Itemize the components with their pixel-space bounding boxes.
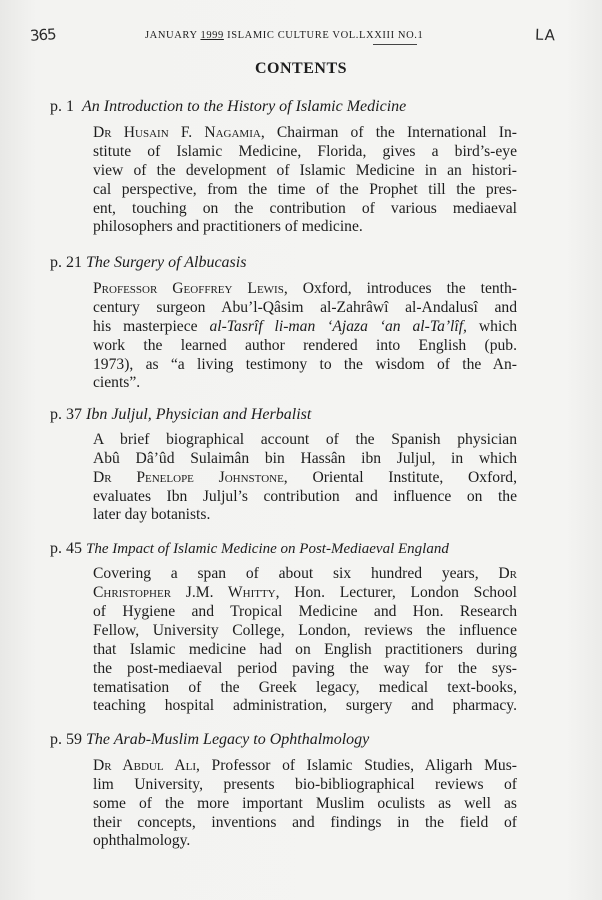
entry-page-number: p. 37 (50, 406, 82, 423)
entry-body-line: tematisation of the Greek legacy, medical text-books, (93, 679, 517, 696)
entry-body-line: the post-mediaeval period paving the way for the sys- (93, 660, 517, 677)
contents-title: CONTENTS (254, 60, 348, 77)
entry-body-line: A brief biographical account of the Spanish physician (93, 431, 517, 448)
entry-page-number: p. 45 (50, 540, 82, 557)
entry-body-line (93, 469, 517, 488)
entry-title: The Surgery of Albucasis (86, 254, 247, 271)
entry-title: The Impact of Islamic Medicine on Post-Mediaeval England (86, 541, 449, 557)
running-head-month: JANUARY (145, 30, 201, 41)
entry-title: Ibn Juljul, Physician and Herbalist (86, 406, 312, 423)
entry-body-line: their concepts, inventions and findings in the field of (93, 814, 517, 831)
book-title: al-Tasrîf li-man ‘Ajaza ‘an al-Ta’lîf, (209, 318, 467, 335)
author-name: Dr Husain F. Nagamia (93, 124, 261, 141)
entry-title: An Introduction to the History of Islamic Medicine (82, 98, 407, 115)
entry-body-line (93, 318, 517, 337)
running-head (145, 30, 423, 41)
entry-body-line (93, 565, 517, 584)
author-name: Christopher J.M. Whitty (93, 584, 276, 601)
entry-page-number: p. 59 (50, 731, 82, 748)
running-head-journal: ISLAMIC CULTURE (223, 30, 333, 41)
entry-body-line: lim University, presents bio-bibliographical reviews of (93, 776, 517, 793)
entry-title-line (50, 98, 406, 116)
line-text: , Professor of Islamic Studies, Aligarh Mus- (196, 757, 517, 774)
entry-body-line: cients”. (93, 374, 141, 391)
handwritten-mark: LA (534, 25, 557, 45)
entry-body-line: Abû Dâ’ûd Sulaimân bin Hassân ibn Juljul, in which (93, 450, 517, 467)
handwritten-page-number: 365 (29, 25, 57, 45)
author-name: Dr (498, 565, 517, 582)
entry-body-line: some of the more important Muslim oculists as well as (93, 795, 517, 812)
line-text: , Oxford, introduces the tenth- (283, 280, 517, 297)
entry-body-line: of Hygiene and Tropical Medicine and Hon. Research (93, 603, 517, 620)
entry-title-line (50, 731, 369, 749)
entry-body-line: century surgeon Abu’l-Qâsim al-Zahrâwî al-Andalusî and (93, 299, 517, 316)
entry-title: The Arab-Muslim Legacy to Ophthalmology (86, 731, 370, 748)
entry-title-line (50, 254, 246, 272)
entry-body-line: ent, touching on the contribution of various mediaeval (93, 200, 517, 217)
author-name: Professor Geoffrey Lewis (93, 280, 284, 297)
entry-page-number: p. 21 (50, 254, 82, 271)
line-text: which (466, 318, 517, 335)
entry-page-number: p. 1 (50, 98, 74, 115)
line-text: his masterpiece (93, 318, 210, 335)
entry-body-line (93, 757, 517, 776)
entry-body-line: stitute of Islamic Medicine, Florida, gives a bird’s-eye (93, 143, 517, 160)
entry-body-line: cal perspective, from the time of the Prophet till the pres- (93, 181, 517, 198)
entry-title-line (50, 406, 311, 424)
line-text: , Oriental Institute, Oxford, (283, 469, 517, 486)
entry-body-line: teaching hospital administration, surgery and pharmacy. (93, 697, 517, 714)
author-name: Dr Penelope Johnstone (93, 469, 284, 486)
entry-body-line (93, 280, 517, 299)
entry-body-line: view of the development of Islamic Medicine in an histori- (93, 162, 517, 179)
running-head-year: 1999 (200, 30, 224, 41)
entry-body-line (93, 584, 517, 603)
entry-body-line: philosophers and practitioners of medicine. (93, 218, 363, 235)
author-name: Dr Abdul Ali (93, 757, 196, 774)
line-text: , Hon. Lecturer, London School (275, 584, 518, 601)
entry-body-line: 1973), as “a living testimony to the wisdom of the An- (93, 356, 517, 373)
entry-body-line: evaluates Ibn Juljul’s contribution and influence on the (93, 488, 517, 505)
entry-body-line: later day botanists. (93, 506, 211, 523)
line-text: Covering a span of about six hundred years, (93, 565, 499, 582)
running-head-volume: VOL.LXXIII NO.1 (332, 30, 424, 41)
entry-body-line: Fellow, University College, London, reviews the influence (93, 622, 517, 639)
entry-body-line: work the learned author rendered into English (pub. (93, 337, 517, 354)
line-text: , Chairman of the International In- (260, 124, 517, 141)
entry-title-line (50, 540, 449, 558)
running-head-rule (373, 44, 417, 45)
entry-body-line: ophthalmology. (93, 832, 191, 849)
entry-body-line: that Islamic medicine had on English practitioners during (93, 641, 517, 658)
entry-body-line (93, 124, 517, 143)
